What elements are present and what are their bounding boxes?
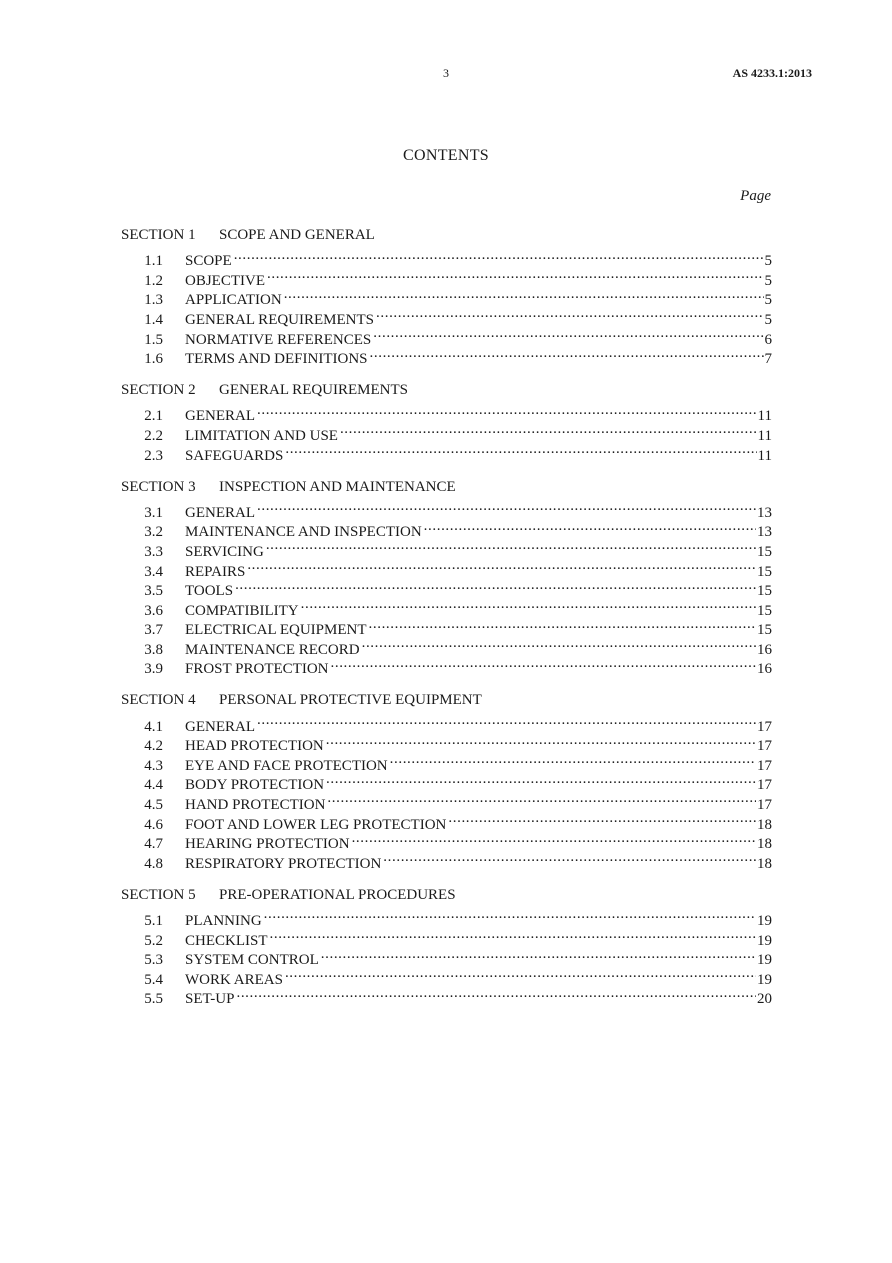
dot-leader	[234, 984, 756, 1004]
entry-number: 2.2	[144, 427, 163, 444]
entry-page-number: 17	[757, 718, 772, 735]
toc-entry[interactable]	[121, 905, 772, 929]
entry-title: EYE AND FACE PROTECTION	[185, 757, 388, 774]
entry-number: 2.3	[144, 447, 163, 464]
dot-leader	[245, 556, 756, 576]
entry-title: REPAIRS	[185, 563, 246, 580]
entry-page-number: 18	[757, 816, 772, 833]
dot-leader	[255, 711, 756, 731]
entry-number: 5.5	[144, 991, 163, 1008]
entry-number: 1.6	[144, 351, 163, 368]
entry-number: 4.7	[144, 836, 163, 853]
entry-number: 3.5	[144, 583, 163, 600]
entry-title: CHECKLIST	[185, 932, 268, 949]
dot-leader	[325, 789, 756, 809]
section-heading[interactable]	[121, 691, 772, 711]
entry-title: GENERAL	[185, 408, 255, 425]
entry-number: 3.8	[144, 641, 163, 658]
section-title: PRE-OPERATIONAL PROCEDURES	[219, 886, 456, 903]
section-label: SECTION 1	[121, 227, 196, 243]
entry-page-number: 17	[757, 797, 772, 814]
section-title: PERSONAL PROTECTIVE EQUIPMENT	[219, 692, 482, 709]
dot-leader	[268, 925, 757, 945]
dot-leader	[283, 440, 756, 460]
section-title: SCOPE AND GENERAL	[219, 227, 375, 243]
entry-page-number: 5	[764, 253, 772, 270]
section-label: SECTION 5	[121, 886, 196, 903]
entry-title: HAND PROTECTION	[185, 797, 326, 814]
entry-page-number: 13	[757, 504, 772, 521]
entry-title: COMPATIBILITY	[185, 602, 299, 619]
entry-number: 1.1	[144, 253, 163, 270]
entry-page-number: 7	[764, 351, 772, 368]
section-title: INSPECTION AND MAINTENANCE	[219, 478, 456, 495]
toc-entry[interactable]	[121, 711, 772, 735]
entry-title: MAINTENANCE AND INSPECTION	[185, 524, 422, 541]
dot-leader	[319, 945, 756, 965]
toc-title: CONTENTS	[403, 147, 489, 164]
entry-number: 2.1	[144, 408, 163, 425]
entry-number: 3.6	[144, 602, 163, 619]
section-heading[interactable]	[121, 381, 772, 401]
dot-leader	[368, 344, 764, 364]
entry-title: BODY PROTECTION	[185, 777, 325, 794]
entry-page-number: 16	[757, 641, 772, 658]
entry-title: TERMS AND DEFINITIONS	[185, 351, 368, 368]
toc-entry[interactable]	[121, 246, 772, 270]
entry-title: SET-UP	[185, 991, 235, 1008]
entry-page-number: 20	[757, 991, 772, 1008]
page-column-label: Page	[740, 188, 771, 204]
entry-number: 3.1	[144, 504, 163, 521]
entry-number: 4.5	[144, 797, 163, 814]
entry-title: ELECTRICAL EQUIPMENT	[185, 622, 367, 639]
entry-page-number: 5	[764, 292, 772, 309]
entry-number: 3.7	[144, 622, 163, 639]
entry-number: 3.9	[144, 661, 163, 678]
entry-page-number: 18	[757, 836, 772, 853]
entry-title: PLANNING	[185, 913, 262, 929]
entry-page-number: 19	[757, 952, 772, 969]
entry-title: LIMITATION AND USE	[185, 427, 338, 444]
entry-page-number: 13	[757, 524, 772, 541]
entry-number: 1.3	[144, 292, 163, 309]
entry-title: HEARING PROTECTION	[185, 836, 350, 853]
entry-title: OBJECTIVE	[185, 272, 265, 289]
dot-leader	[282, 285, 764, 305]
entry-number: 1.4	[144, 311, 163, 328]
toc-section	[121, 886, 772, 1008]
entry-page-number: 17	[757, 738, 772, 755]
dot-leader	[367, 615, 756, 635]
toc-section	[121, 478, 772, 678]
entry-title: APPLICATION	[185, 292, 282, 309]
dot-leader	[422, 517, 756, 537]
dot-leader	[255, 497, 756, 517]
entry-number: 3.3	[144, 543, 163, 560]
entry-number: 4.2	[144, 738, 163, 755]
dot-leader	[265, 265, 764, 285]
entry-page-number: 18	[757, 855, 772, 872]
entry-number: 3.4	[144, 563, 163, 580]
entry-title: SYSTEM CONTROL	[185, 952, 319, 969]
toc-entry[interactable]	[121, 497, 772, 521]
toc-entry[interactable]	[121, 401, 772, 425]
entry-page-number: 16	[757, 661, 772, 678]
entry-page-number: 17	[757, 757, 772, 774]
entry-number: 5.4	[144, 971, 163, 988]
entry-title: FOOT AND LOWER LEG PROTECTION	[185, 816, 447, 833]
section-heading[interactable]	[121, 478, 772, 498]
entry-page-number: 11	[757, 408, 772, 425]
entry-page-number: 15	[757, 583, 772, 600]
entry-title: GENERAL	[185, 718, 255, 735]
entry-number: 4.6	[144, 816, 163, 833]
entry-number: 4.1	[144, 718, 163, 735]
entry-title: SAFEGUARDS	[185, 447, 284, 464]
section-label: SECTION 3	[121, 478, 196, 495]
dot-leader	[338, 420, 757, 440]
dot-leader	[255, 401, 757, 421]
toc-section	[121, 381, 772, 464]
dot-leader	[446, 809, 756, 829]
entry-page-number: 6	[764, 331, 772, 348]
entry-title: MAINTENANCE RECORD	[185, 641, 360, 658]
page-number: 3	[443, 66, 449, 80]
entry-page-number: 15	[757, 602, 772, 619]
dot-leader	[374, 304, 763, 324]
entry-title: GENERAL REQUIREMENTS	[185, 311, 375, 328]
dot-leader	[324, 731, 756, 751]
entry-page-number: 17	[757, 777, 772, 794]
entry-number: 3.2	[144, 524, 163, 541]
entry-number: 1.2	[144, 272, 163, 289]
section-label: SECTION 4	[121, 692, 196, 709]
section-label: SECTION 2	[121, 382, 196, 399]
dot-leader	[283, 964, 756, 984]
entry-number: 1.5	[144, 331, 163, 348]
section-title: GENERAL REQUIREMENTS	[219, 382, 409, 399]
dot-leader	[232, 246, 764, 266]
entry-number: 4.8	[144, 855, 163, 872]
entry-number: 5.2	[144, 932, 163, 949]
entry-page-number: 5	[764, 311, 772, 328]
dot-leader	[262, 905, 756, 925]
toc-section	[121, 691, 772, 872]
toc-section	[121, 226, 772, 368]
entry-title: GENERAL	[185, 504, 255, 521]
entry-number: 4.4	[144, 777, 163, 794]
entry-page-number: 19	[757, 913, 772, 929]
entry-title: TOOLS	[185, 583, 234, 600]
dot-leader	[329, 654, 757, 674]
entry-title: SCOPE	[185, 253, 232, 270]
entry-page-number: 15	[757, 563, 772, 580]
dot-leader	[381, 848, 756, 868]
entry-number: 5.1	[144, 913, 163, 929]
entry-number: 4.3	[144, 757, 163, 774]
dot-leader	[350, 829, 756, 849]
entry-page-number: 15	[757, 622, 772, 639]
dot-leader	[388, 750, 756, 770]
entry-title: FROST PROTECTION	[185, 661, 329, 678]
entry-page-number: 11	[757, 447, 772, 464]
section-heading[interactable]	[121, 886, 772, 906]
dot-leader	[360, 634, 756, 654]
table-of-contents	[121, 226, 772, 1021]
document-id: AS 4233.1:2013	[732, 66, 812, 80]
dot-leader	[324, 770, 756, 790]
dot-leader	[233, 576, 756, 596]
section-heading[interactable]	[121, 226, 772, 246]
entry-number: 5.3	[144, 952, 163, 969]
dot-leader	[299, 595, 756, 615]
entry-page-number: 15	[757, 543, 772, 560]
entry-page-number: 19	[757, 932, 772, 949]
entry-title: SERVICING	[185, 543, 264, 560]
entry-page-number: 5	[764, 272, 772, 289]
entry-page-number: 11	[757, 427, 772, 444]
entry-page-number: 19	[757, 971, 772, 988]
entry-title: HEAD PROTECTION	[185, 738, 324, 755]
entry-title: NORMATIVE REFERENCES	[185, 331, 372, 348]
dot-leader	[264, 536, 756, 556]
entry-title: WORK AREAS	[185, 971, 283, 988]
entry-title: RESPIRATORY PROTECTION	[185, 855, 382, 872]
dot-leader	[371, 324, 763, 344]
